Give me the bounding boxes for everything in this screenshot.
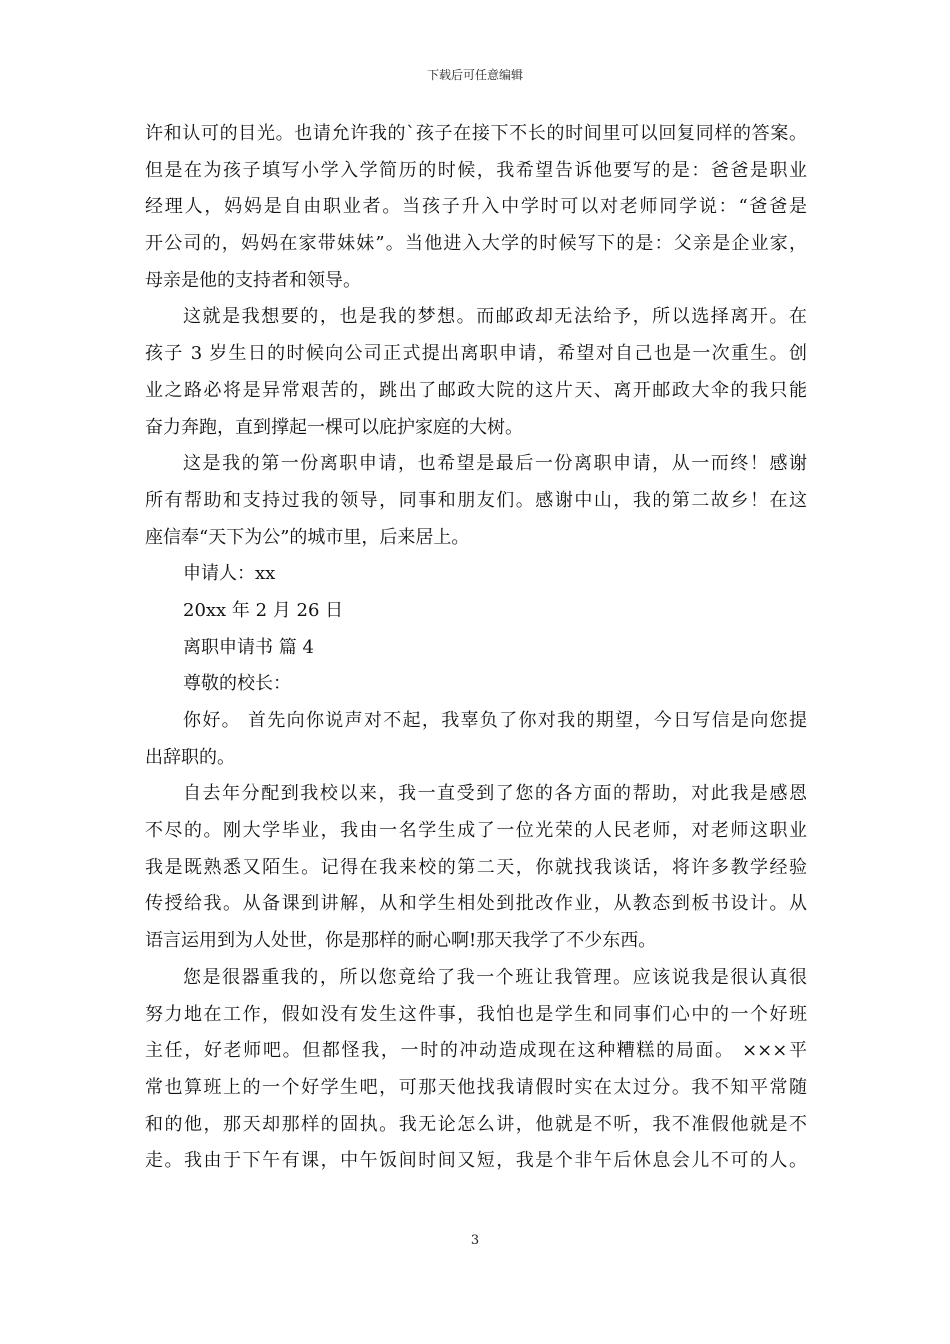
text-line: 常也算班上的一个好学生吧，可那天他找我请假时实在太过分。我不知平常随	[145, 1076, 807, 1098]
text-line: 这就是我想要的，也是我的梦想。而邮政却无法给予，所以选择离开。在	[183, 306, 807, 328]
text-line: 但是在为孩子填写小学入学简历的时候，我希望告诉他要写的是：爸爸是职业	[145, 159, 807, 181]
text-line: 开公司的，妈妈在家带妹妹”。当他进入大学的时候写下的是：父亲是企业家，	[145, 233, 807, 255]
text-line: 业之路必将是异常艰苦的，跳出了邮政大院的这片天、离开邮政大伞的我只能	[145, 379, 807, 401]
text-line: 您是很器重我的，所以您竟给了我一个班让我管理。应该说我是很认真很	[183, 966, 807, 988]
text-line: 和的他，那天却那样的固执。我无论怎么讲，他就是不听，我不准假他就是不	[145, 1113, 807, 1135]
text-line: 母亲是他的支持者和领导。	[145, 269, 361, 291]
date-line: 20xx 年 2 月 26 日	[183, 599, 344, 621]
text-line: 自去年分配到我校以来，我一直受到了您的各方面的帮助，对此我是感恩	[183, 783, 807, 805]
text-line: 我是既熟悉又陌生。记得在我来校的第二天，你就找我谈话，将许多教学经验	[145, 856, 807, 878]
section-title: 离职申请书 篇 4	[183, 636, 314, 658]
text-line: 语言运用到为人处世，你是那样的耐心啊!那天我学了不少东西。	[145, 930, 657, 952]
text-line: 经理人，妈妈是自由职业者。当孩子升入中学时可以对老师同学说：“爸爸是	[145, 196, 807, 218]
text-line: 你好。 首先向你说声对不起，我辜负了你对我的期望，今日写信是向您提	[183, 710, 807, 731]
text-line: 奋力奔跑，直到撑起一棵可以庇护家庭的大树。	[145, 416, 523, 438]
applicant-line: 申请人：xx	[183, 563, 276, 585]
text-line: 所有帮助和支持过我的领导，同事和朋友们。感谢中山，我的第二故乡！在这	[145, 489, 807, 511]
document-body	[145, 116, 807, 1180]
text-line: 许和认可的目光。也请允许我的`孩子在接下不长的时间里可以回复同样的答案。	[145, 123, 807, 144]
text-line: 不尽的。刚大学毕业，我由一名学生成了一位光荣的人民老师，对老师这职业	[145, 820, 807, 842]
salutation: 尊敬的校长：	[183, 673, 291, 695]
page-number: 3	[470, 1233, 480, 1248]
text-line: 孩子 3 岁生日的时候向公司正式提出离职申请，希望对自己也是一次重生。创	[145, 343, 807, 365]
text-line: 努力地在工作，假如没有发生这件事，我怕也是学生和同事们心中的一个好班	[145, 1003, 807, 1025]
text-line: 传授给我。从备课到讲解，从和学生相处到批改作业，从教态到板书设计。从	[145, 893, 807, 915]
text-line: 走。我由于下午有课，中午饭间时间又短，我是个非午后休息会儿不可的人。	[145, 1150, 807, 1172]
text-line: 这是我的第一份离职申请，也希望是最后一份离职申请，从一而终！感谢	[183, 453, 807, 475]
page-header: 下载后可任意编辑	[426, 68, 523, 82]
text-line: 座信奉“天下为公”的城市里，后来居上。	[145, 526, 470, 548]
text-line: 出辞职的。	[145, 746, 235, 768]
text-line: 主任，好老师吧。但都怪我，一时的冲动造成现在这种糟糕的局面。 ×××平	[145, 1040, 807, 1062]
